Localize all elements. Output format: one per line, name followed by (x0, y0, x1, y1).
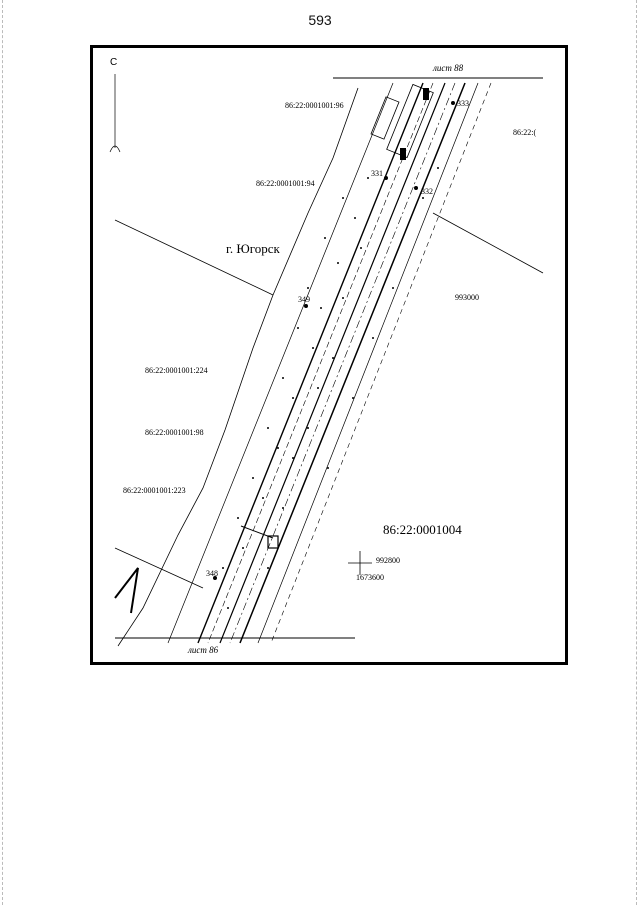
city-label: г. Югорск (226, 241, 280, 256)
parcel-label-block: 86:22:0001004 (383, 522, 462, 537)
grid-label-1673600: 1673600 (356, 573, 384, 582)
grid-cross-marker (348, 551, 372, 575)
corridor-line-7 (258, 83, 478, 643)
corridor-line-4 (220, 83, 445, 643)
parcel-label-223: 86:22:0001001:223 (123, 486, 186, 495)
point-331-marker (384, 176, 388, 180)
page-edge-left (2, 0, 4, 905)
structure-bottom-link (241, 526, 273, 538)
parcel-label-224: 86:22:0001001:224 (145, 366, 208, 375)
corridor-line-1 (168, 83, 393, 643)
boundary-corner (115, 568, 138, 613)
north-arrow-icon (110, 74, 120, 152)
sheet-label-top: лист 88 (433, 63, 464, 73)
north-label: С (110, 57, 118, 68)
parcel-label-98: 86:22:0001001:98 (145, 428, 204, 437)
point-label-331: 331 (371, 169, 383, 178)
point-label-333: 333 (457, 99, 469, 108)
boundary-left-city (115, 220, 273, 295)
survey-dots (222, 167, 439, 609)
point-332-marker (414, 186, 418, 190)
point-label-349: 349 (298, 295, 310, 304)
corridor-line-5 (230, 83, 455, 643)
map-drawing (93, 48, 565, 662)
point-349-marker (304, 304, 308, 308)
structure-top-3 (423, 88, 429, 100)
page-number: 593 (308, 12, 332, 28)
boundary-right-block (433, 213, 543, 273)
grid-label-993000: 993000 (455, 293, 479, 302)
sheet-label-bottom: лист 86 (188, 645, 219, 655)
corridor-line-6 (240, 83, 465, 643)
page-edge-right (636, 0, 638, 905)
point-333-marker (451, 101, 455, 105)
point-label-348: 348 (206, 569, 218, 578)
structure-top-4 (400, 148, 406, 160)
map-frame (90, 45, 568, 665)
parcel-label-94: 86:22:0001001:94 (256, 179, 315, 188)
grid-label-992800: 992800 (376, 556, 400, 565)
point-label-332: 332 (421, 187, 433, 196)
parcel-label-edge-right: 86:22:( (513, 128, 537, 137)
parcel-label-96: 86:22:0001001:96 (285, 101, 344, 110)
